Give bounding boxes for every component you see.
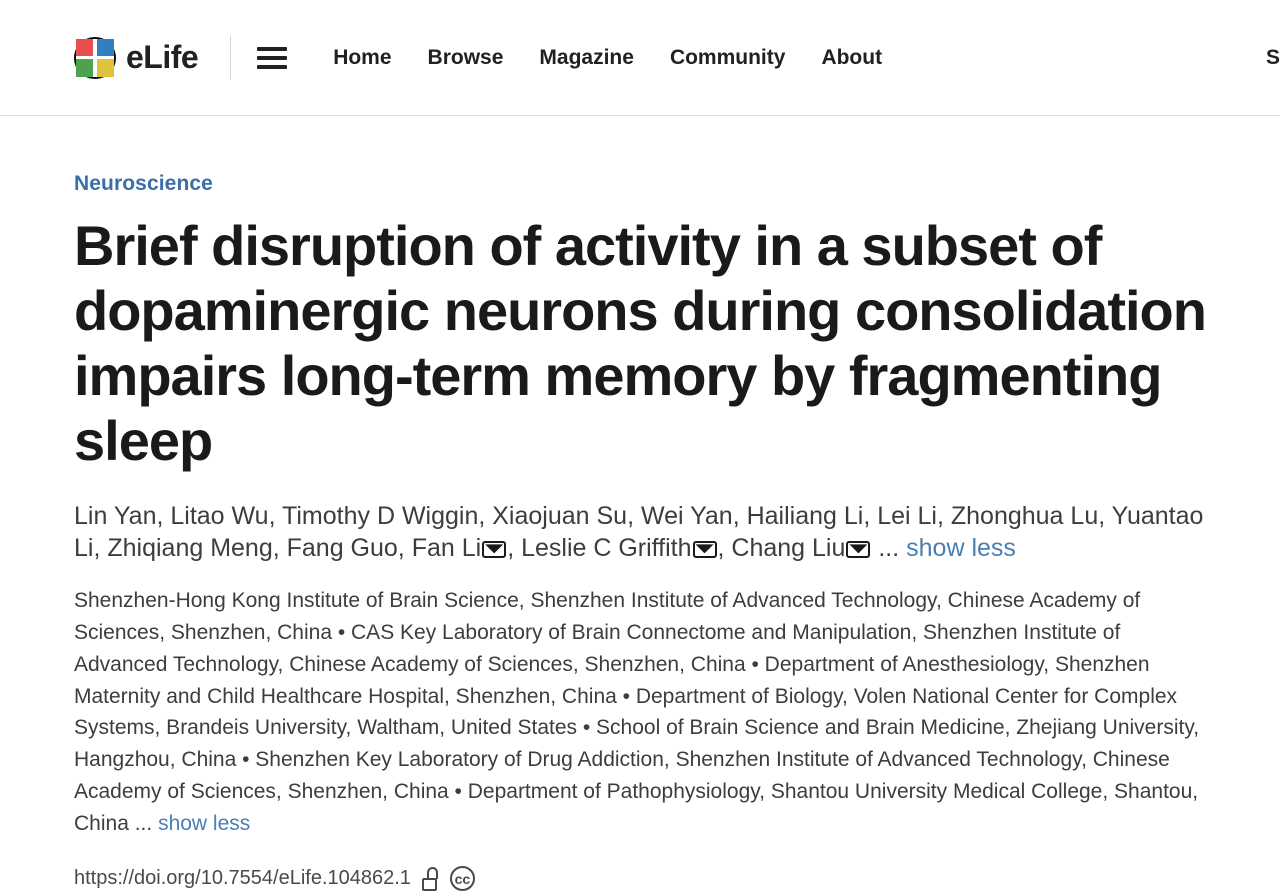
open-access-lock-icon: [421, 867, 440, 891]
page-title: Brief disruption of activity in a subset of dopaminergic neurons during consolidation impairs long-term memory by fragmenting sleep: [74, 214, 1206, 472]
envelope-icon[interactable]: [693, 541, 717, 558]
author-list: [74, 500, 1210, 565]
envelope-icon[interactable]: [846, 541, 870, 558]
envelope-icon[interactable]: [482, 541, 506, 558]
authors-ellipsis: ...: [878, 534, 900, 563]
doi-row: [74, 866, 1210, 891]
elife-logo-icon: [74, 37, 116, 79]
authors-show-less-button[interactable]: show less: [906, 534, 1016, 563]
affiliations-show-less-button[interactable]: show less: [158, 812, 251, 836]
author-liu: , Chang Liu: [717, 534, 846, 563]
article-subject-link[interactable]: Neuroscience: [74, 172, 213, 195]
nav-item-magazine[interactable]: Magazine: [539, 45, 634, 69]
nav-item-community[interactable]: Community: [669, 45, 786, 69]
affiliations-ellipsis: ...: [134, 812, 153, 836]
article-header: [0, 116, 1280, 891]
nav-item-browse[interactable]: Browse: [427, 45, 504, 69]
author-griffith: , Leslie C Griffith: [507, 534, 692, 563]
nav-item-home[interactable]: Home: [333, 45, 392, 69]
header-divider: [230, 36, 231, 80]
main-nav: [333, 46, 882, 70]
nav-item-search-partial[interactable]: S: [1266, 45, 1280, 69]
site-header: [0, 0, 1280, 116]
elife-logo-text: eLife: [126, 39, 199, 75]
affiliation-list: [74, 585, 1210, 840]
doi-link[interactable]: https://doi.org/10.7554/eLife.104862.1: [74, 867, 411, 890]
affiliations-text: Shenzhen-Hong Kong Institute of Brain Science, Shenzhen Institute of Advanced Technology, Chinese Academy of Sciences, Shenzhen, China • CAS Key Laboratory of Brain Connectome and Manipulation, Shenzhen Institute of Advanced Technology, Chinese Academy of Sciences, Shenzhen, China • Department of Anesthesiology, Shenzhen Maternity and Child Healthcare Hospital, Shenzhen, China • Department of Biology, Volen National Center for Complex Systems, Brandeis University, Waltham, United States • School of Brain Science and Brain Medicine, Zhejiang University, Hangzhou, China • Shenzhen Key Laboratory of Drug Addiction, Shenzhen Institute of Advanced Technology, Chinese Academy of Sciences, Shenzhen, China • Department of Pathophysiology, Shantou University Medical College, Shantou, China: [74, 588, 1200, 836]
creative-commons-icon: cc: [450, 866, 475, 891]
hamburger-menu-icon[interactable]: [257, 47, 287, 69]
elife-logo[interactable]: [74, 37, 198, 79]
nav-item-about[interactable]: About: [821, 45, 883, 69]
authors-text: Lin Yan, Litao Wu, Timothy D Wiggin, Xiaojuan Su, Wei Yan, Hailiang Li, Lei Li, Zhonghua Lu, Yuantao Li, Zhiqiang Meng, Fang Guo, Fan Li: [74, 501, 1204, 563]
